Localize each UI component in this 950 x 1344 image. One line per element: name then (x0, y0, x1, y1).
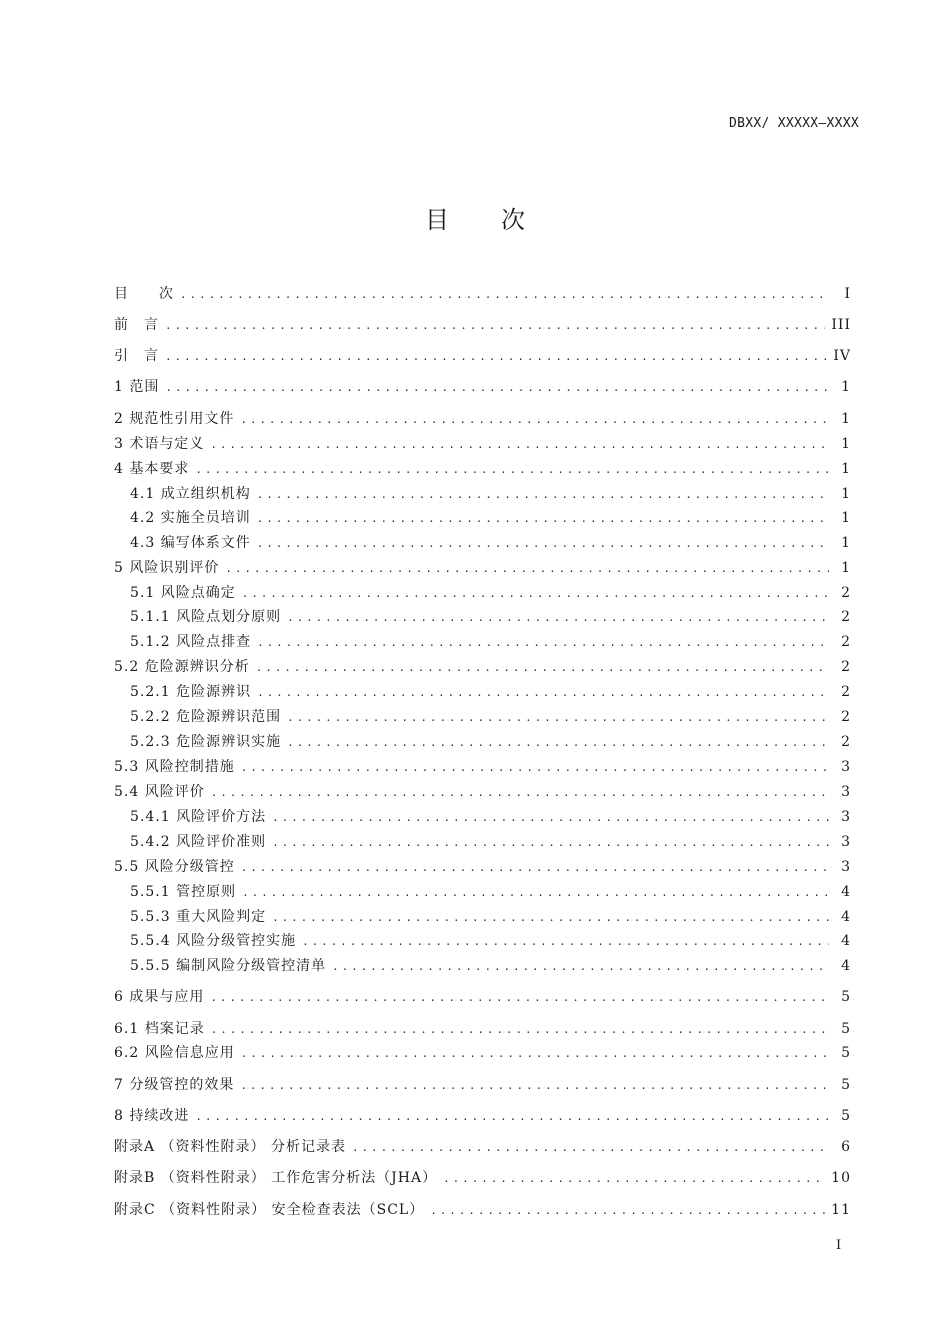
toc-entry-page: 1 (841, 436, 851, 452)
toc-dot-leader (240, 410, 829, 430)
toc-entry[interactable] (114, 956, 859, 977)
toc-entry[interactable] (114, 583, 859, 604)
toc-dot-leader (195, 460, 829, 480)
page-number: I (836, 1238, 842, 1253)
toc-entry-page: 1 (841, 510, 851, 526)
toc-entry[interactable] (114, 1168, 859, 1189)
toc-dot-leader (272, 908, 829, 928)
toc-entry[interactable] (114, 1137, 859, 1158)
toc-entry-label: 5.4.2 风险评价准则 (130, 834, 267, 850)
toc-entry-page: I (844, 286, 851, 302)
toc-entry-label: 4 基本要求 (114, 461, 190, 477)
toc-entry[interactable] (114, 484, 859, 505)
toc-entry[interactable] (114, 1043, 859, 1064)
toc-entry[interactable] (114, 558, 859, 579)
toc-entry-label: 6.2 风险信息应用 (114, 1045, 235, 1061)
toc-entry-page: 3 (841, 759, 851, 775)
toc-entry-label: 目 次 (114, 286, 174, 302)
toc-dot-leader (332, 957, 829, 977)
toc-entry[interactable] (114, 931, 859, 952)
toc-entry-page: III (831, 317, 851, 333)
toc-dot-leader (211, 783, 829, 803)
toc-entry[interactable] (114, 508, 859, 529)
toc-entry-page: 4 (841, 958, 851, 974)
toc-dot-leader (430, 1201, 825, 1221)
toc-entry[interactable] (114, 434, 859, 455)
toc-dot-leader (443, 1169, 825, 1189)
toc-entry[interactable] (114, 882, 859, 903)
toc-entry[interactable] (114, 284, 859, 305)
toc-entry-page: 3 (841, 834, 851, 850)
toc-dot-leader (240, 1076, 829, 1096)
toc-entry-label: 5.5 风险分级管控 (114, 859, 235, 875)
toc-entry[interactable] (114, 459, 859, 480)
toc-entry[interactable] (114, 1075, 859, 1096)
toc-entry-label: 5.2.2 危险源辨识范围 (130, 709, 282, 725)
toc-entry[interactable] (114, 707, 859, 728)
toc-dot-leader (211, 1020, 829, 1040)
toc-entry-page: 2 (841, 659, 851, 675)
toc-dot-leader (287, 608, 829, 628)
toc-entry-page: 10 (831, 1170, 851, 1186)
toc-entry-page: 4 (841, 884, 851, 900)
toc-entry-label: 5.4 风险评价 (114, 784, 205, 800)
toc-entry-label: 5.5.1 管控原则 (130, 884, 237, 900)
toc-entry-page: 3 (841, 809, 851, 825)
toc-entry[interactable] (114, 657, 859, 678)
toc-entry[interactable] (114, 1106, 859, 1127)
toc-dot-leader (195, 1107, 829, 1127)
toc-entry[interactable] (114, 1200, 859, 1221)
toc-entry-label: 5.3 风险控制措施 (114, 759, 235, 775)
toc-entry-label: 前 言 (114, 317, 159, 333)
toc-dot-leader (287, 708, 829, 728)
toc-entry[interactable] (114, 907, 859, 928)
toc-entry-label: 5.1 风险点确定 (130, 585, 236, 601)
toc-dot-leader (165, 378, 829, 398)
toc-entry[interactable] (114, 607, 859, 628)
toc-entry-page: IV (833, 348, 851, 364)
toc-entry-label: 5 风险识别评价 (114, 560, 220, 576)
toc-dot-leader (257, 509, 829, 529)
toc-entry-label: 附录B （资料性附录） 工作危害分析法（JHA） (114, 1170, 438, 1186)
toc-dot-leader (257, 485, 829, 505)
toc-entry-page: 5 (841, 1045, 851, 1061)
toc-entry-page: 1 (841, 379, 851, 395)
toc-entry-label: 6 成果与应用 (114, 989, 205, 1005)
toc-entry-page: 6 (841, 1139, 851, 1155)
toc-entry-label: 5.2.3 危险源辨识实施 (130, 734, 282, 750)
toc-dot-leader (257, 534, 829, 554)
toc-dot-leader (165, 347, 827, 367)
toc-entry-label: 引 言 (114, 348, 159, 364)
toc-dot-leader (225, 559, 829, 579)
toc-entry-page: 5 (841, 1077, 851, 1093)
toc-entry-page: 2 (841, 684, 851, 700)
toc-dot-leader (180, 285, 829, 305)
toc-entry-page: 3 (841, 859, 851, 875)
toc-entry-label: 5.4.1 风险评价方法 (130, 809, 267, 825)
toc-dot-leader (257, 683, 829, 703)
toc-entry[interactable] (114, 732, 859, 753)
toc-entry-page: 11 (831, 1202, 851, 1218)
toc-entry-page: 4 (841, 933, 851, 949)
toc-entry[interactable] (114, 409, 859, 430)
toc-entry-page: 5 (841, 1108, 851, 1124)
toc-entry-label: 5.2 危险源辨识分析 (114, 659, 250, 675)
toc-entry[interactable] (114, 987, 859, 1008)
toc-entry[interactable] (114, 682, 859, 703)
toc-dot-leader (241, 858, 829, 878)
toc-dot-leader (242, 883, 829, 903)
toc-entry[interactable] (114, 757, 859, 778)
toc-entry-label: 5.1.1 风险点划分原则 (130, 609, 282, 625)
toc-dot-leader (256, 658, 829, 678)
toc-dot-leader (210, 988, 829, 1008)
toc-entry[interactable] (114, 857, 859, 878)
toc-entry-label: 2 规范性引用文件 (114, 411, 235, 427)
toc-entry-label: 5.2.1 危险源辨识 (130, 684, 252, 700)
toc-entry[interactable] (114, 346, 859, 367)
toc-entry-page: 1 (841, 461, 851, 477)
toc-entry-label: 4.1 成立组织机构 (130, 486, 251, 502)
toc-entry-page: 1 (841, 560, 851, 576)
toc-entry[interactable] (114, 832, 859, 853)
toc-entry-page: 4 (841, 909, 851, 925)
toc-entry-label: 8 持续改进 (114, 1108, 190, 1124)
toc-entry-label: 5.5.4 风险分级管控实施 (130, 933, 297, 949)
toc-entry[interactable] (114, 1019, 859, 1040)
toc-entry-page: 2 (841, 585, 851, 601)
toc-dot-leader (352, 1138, 829, 1158)
toc-entry-label: 4.3 编写体系文件 (130, 535, 251, 551)
toc-entry-label: 4.2 实施全员培训 (130, 510, 251, 526)
toc-entry-label: 5.5.5 编制风险分级管控清单 (130, 958, 327, 974)
toc-entry[interactable] (114, 315, 859, 336)
toc-dot-leader (287, 733, 829, 753)
toc-dot-leader (165, 316, 825, 336)
toc-entry[interactable] (114, 632, 859, 653)
toc-entry-page: 3 (841, 784, 851, 800)
toc-entry-page: 2 (841, 634, 851, 650)
toc-dot-leader (242, 584, 829, 604)
toc-dot-leader (272, 833, 829, 853)
toc-entry-page: 1 (841, 535, 851, 551)
document-code: DBXX/ XXXXX—XXXX (728, 116, 859, 131)
toc-entry-label: 附录C （资料性附录） 安全检查表法（SCL） (114, 1202, 425, 1218)
toc-entry-page: 5 (841, 1021, 851, 1037)
toc-entry-page: 1 (841, 411, 851, 427)
toc-entry[interactable] (114, 377, 859, 398)
toc-entry-page: 2 (841, 734, 851, 750)
toc-entry-label: 7 分级管控的效果 (114, 1077, 235, 1093)
toc-entry-label: 6.1 档案记录 (114, 1021, 205, 1037)
toc-entry-label: 5.5.3 重大风险判定 (130, 909, 267, 925)
toc-dot-leader (272, 808, 829, 828)
toc-entry[interactable] (114, 782, 859, 803)
toc-entry-label: 1 范围 (114, 379, 160, 395)
toc-entry-page: 1 (841, 486, 851, 502)
page-title: 目次 (425, 206, 577, 234)
toc-entry-page: 2 (841, 609, 851, 625)
toc-entry[interactable] (114, 807, 859, 828)
toc-entry-page: 5 (841, 989, 851, 1005)
toc-dot-leader (241, 1044, 829, 1064)
toc-entry[interactable] (114, 533, 859, 554)
toc-dot-leader (210, 435, 829, 455)
toc-dot-leader (241, 758, 829, 778)
toc-entry-label: 3 术语与定义 (114, 436, 205, 452)
toc-entry-label: 附录A （资料性附录） 分析记录表 (114, 1139, 347, 1155)
toc-dot-leader (257, 633, 829, 653)
toc-entry-label: 5.1.2 风险点排查 (130, 634, 252, 650)
toc-entry-page: 2 (841, 709, 851, 725)
toc-dot-leader (302, 932, 829, 952)
